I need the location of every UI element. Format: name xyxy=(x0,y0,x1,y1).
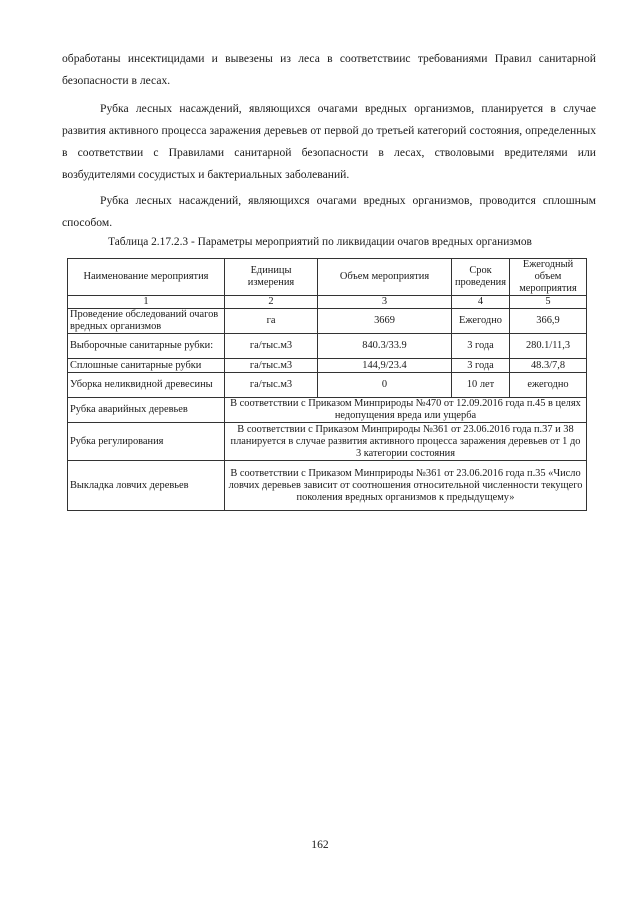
row-name: Рубка аварийных деревьев xyxy=(68,398,225,423)
row-name: Выкладка ловчих деревьев xyxy=(68,461,225,511)
table-row-merged xyxy=(68,423,587,461)
header-name: Наименование мероприятия xyxy=(68,259,225,296)
column-number: 4 xyxy=(452,296,510,309)
row-name: Выборочные санитарные рубки: xyxy=(68,334,225,359)
row-volume: 840.3/33.9 xyxy=(318,334,452,359)
paragraph-1 xyxy=(62,48,596,92)
row-unit: га/тыс.м3 xyxy=(225,373,318,398)
row-annual: 280.1/11,3 xyxy=(510,334,587,359)
row-regulation-text: В соответствии с Приказом Минприроды №470 от 12.09.2016 года п.45 в целях недопущения вреда или ущерба xyxy=(225,398,587,423)
row-unit: га xyxy=(225,309,318,334)
column-number: 3 xyxy=(318,296,452,309)
page-number: 162 xyxy=(311,838,329,851)
header-term: Срок проведения xyxy=(452,259,510,296)
row-volume: 0 xyxy=(318,373,452,398)
paragraph-1-text: обработаны инсектицидами и вывезены из леса в соответствиис требованиями Правил санитарной безопасности в лесах. xyxy=(62,52,596,87)
row-name: Рубка регулирования xyxy=(68,423,225,461)
table-row xyxy=(68,334,587,359)
paragraph-2-text: Рубка лесных насаждений, являющихся очагами вредных организмов, планируется в случае развития активного процесса заражения деревьев от первой до третьей категорий состояния, определенных в соответствии с Правилами санитарной безопасности в лесах, стволовыми вредителями или возбудителями сосудистых и бактериальных заболеваний. xyxy=(62,102,596,181)
paragraph-3-text: Рубка лесных насаждений, являющихся очагами вредных организмов, проводится сплошным способом. xyxy=(62,194,596,229)
row-name: Сплошные санитарные рубки xyxy=(68,359,225,373)
row-unit: га/тыс.м3 xyxy=(225,334,318,359)
row-regulation-text: В соответствии с Приказом Минприроды №361 от 23.06.2016 года п.35 «Число ловчих деревьев зависит от соотношения относительной численности текущего поколения вредных организмов к предыдущему» xyxy=(225,461,587,511)
column-number: 2 xyxy=(225,296,318,309)
paragraph-3 xyxy=(62,190,596,234)
header-unit: Единицы измерения xyxy=(225,259,318,296)
row-annual: 366,9 xyxy=(510,309,587,334)
row-unit: га/тыс.м3 xyxy=(225,359,318,373)
row-annual: ежегодно xyxy=(510,373,587,398)
column-number: 5 xyxy=(510,296,587,309)
table-row-merged xyxy=(68,398,587,423)
row-volume: 3669 xyxy=(318,309,452,334)
table-row-merged xyxy=(68,461,587,511)
table-row xyxy=(68,373,587,398)
table-row xyxy=(68,309,587,334)
table-number-row xyxy=(68,296,587,309)
table-header-row xyxy=(68,259,587,296)
row-name: Проведение обследований очагов вредных организмов xyxy=(68,309,225,334)
row-name: Уборка неликвидной древесины xyxy=(68,373,225,398)
header-volume: Объем мероприятия xyxy=(318,259,452,296)
row-term: 3 года xyxy=(452,359,510,373)
column-number: 1 xyxy=(68,296,225,309)
row-term: 10 лет xyxy=(452,373,510,398)
table-row xyxy=(68,359,587,373)
row-volume: 144,9/23.4 xyxy=(318,359,452,373)
row-term: 3 года xyxy=(452,334,510,359)
header-annual: Ежегодный объем мероприятия xyxy=(510,259,587,296)
measures-table xyxy=(67,258,587,511)
row-term: Ежегодно xyxy=(452,309,510,334)
row-annual: 48.3/7,8 xyxy=(510,359,587,373)
table-caption: Таблица 2.17.2.3 - Параметры мероприятий по ликвидации очагов вредных организмов xyxy=(108,236,532,248)
row-regulation-text: В соответствии с Приказом Минприроды №361 от 23.06.2016 года п.37 и 38 планируется в случае развития активного процесса заражения деревьев от 1 до 3 категории состояния xyxy=(225,423,587,461)
paragraph-2 xyxy=(62,98,596,186)
